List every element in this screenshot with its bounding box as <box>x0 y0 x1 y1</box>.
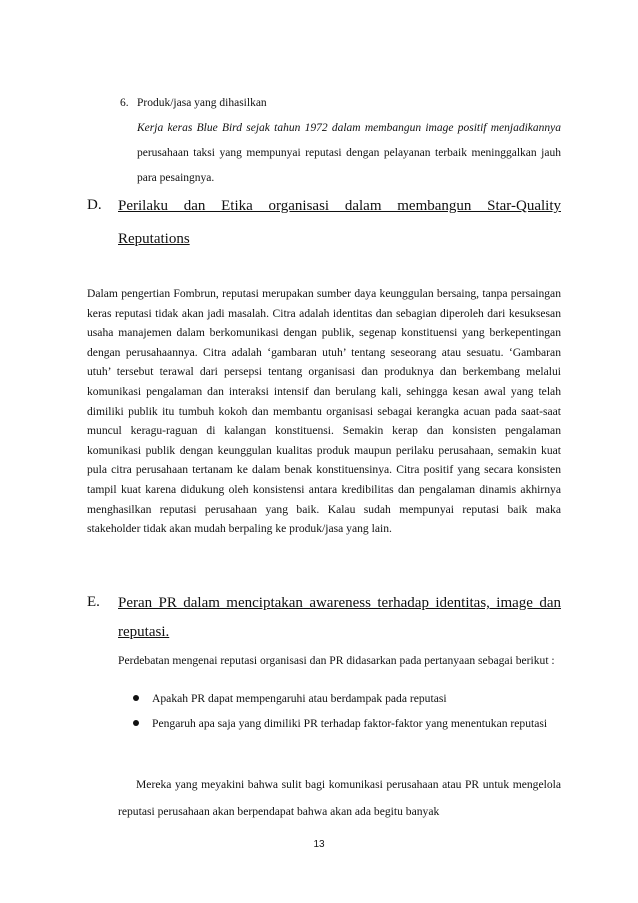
section-e-closing <box>118 771 561 825</box>
section-d-letter: D. <box>87 197 102 213</box>
item-body-line1: Kerja keras Blue Bird sejak tahun 1972 dalam membangun image positif menjadikannya <box>137 122 561 134</box>
section-d-heading-line1: Perilaku dan Etika organisasi dalam membangun Star-Quality <box>118 198 561 214</box>
section-e-heading-line1: Peran PR dalam menciptakan awareness terhadap identitas, image dan <box>118 595 561 611</box>
list-item <box>118 686 561 711</box>
section-e-heading <box>118 592 561 644</box>
section-d-heading-line2: Reputations <box>118 231 190 247</box>
list-item <box>118 711 561 736</box>
section-d-paragraph: Dalam pengertian Fombrun, reputasi merupakan sumber daya keunggulan bersaing, tanpa persaingan keras reputasi tidak akan jadi masalah. Citra adalah identitas dan sebagian diperoleh dari kesuksesan usaha manajemen dalam berkomunikasi dengan publik, segenap konstituensi yang berkepentingan dengan perusahaannya. Citra adalah ‘gambaran utuh’ tentang seseorang atau sesuatu. ‘Gambaran utuh’ tersebut terawal dari persepsi tentang organisasi dan produknya dan berkembang melalui komunikasi pengalaman dan interaksi intensif dan berulang kali, sehingga kesan awal yang telah dimiliki publik itu tumbuh kokoh dan membantu organisasi sebagai kerangka acuan pada saat-saat muncul keragu-raguan di kalangan konstituensi. Semakin kerap dan konsisten pengalaman komunikasi publik dengan keunggulan kualitas produk maupun perilaku perusahaan, semakin kuat pula citra perusahaan tertanam ke dalam benak konstituensinya. Citra positif yang secara konsisten tampil kuat karena didukung oleh konsistensi antara kredibilitas dan pengalaman dinamis akhirnya menghasilkan reputasi perusahaan yang baik. Kalau sudah mempunyai reputasi baik maka stakeholder tidak akan mudah berpaling ke produk/jasa yang lain. <box>87 287 561 536</box>
section-d-heading <box>118 195 561 251</box>
section-e-heading-line2: reputasi. <box>118 624 170 640</box>
bullet-icon <box>133 720 139 726</box>
list-item-text: Apakah PR dapat mempengaruhi atau berdampak pada reputasi <box>152 692 447 705</box>
bullet-icon <box>133 695 139 701</box>
bullet-list <box>118 686 561 736</box>
list-item-text: Pengaruh apa saja yang dimiliki PR terhadap faktor-faktor yang menentukan reputasi <box>152 717 548 730</box>
item-body-rest: perusahaan taksi yang mempunyai reputasi dengan pelayanan terbaik meninggalkan jauh para pesaingnya. <box>137 147 561 184</box>
section-e-intro: Perdebatan mengenai reputasi organisasi dan PR didasarkan pada pertanyaan sebagai berikut : <box>118 654 555 667</box>
section-e-closing-text: Mereka yang meyakini bahwa sulit bagi komunikasi perusahaan atau PR untuk mengelola reputasi perusahaan akan berpendapat bahwa akan ada begitu banyak <box>118 778 561 818</box>
item-body <box>137 116 561 191</box>
item-number: 6. <box>120 97 129 109</box>
page-number: 13 <box>313 839 325 850</box>
item-title: Produk/jasa yang dihasilkan <box>137 97 267 109</box>
section-e-letter: E. <box>87 594 100 610</box>
